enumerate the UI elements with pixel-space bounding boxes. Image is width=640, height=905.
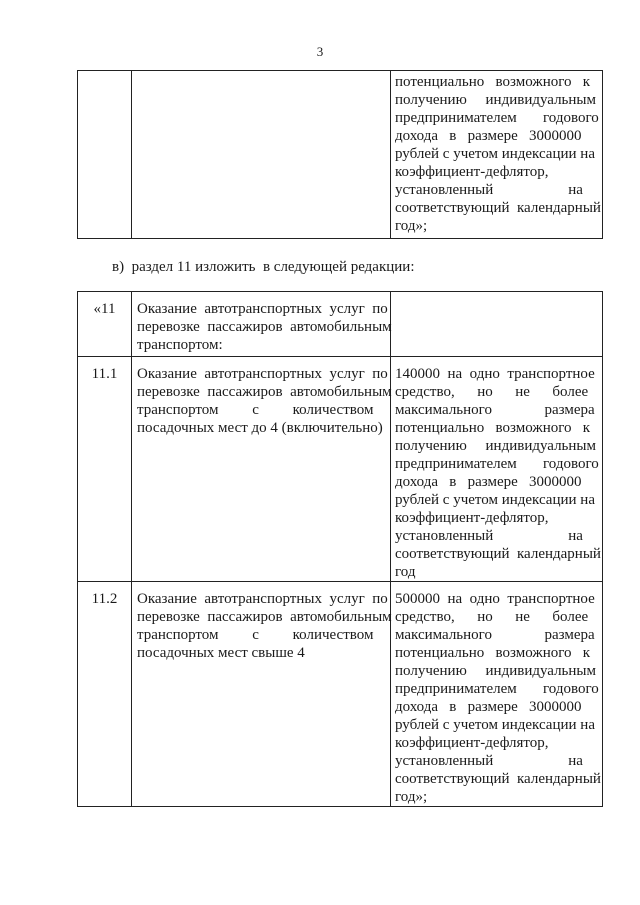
text-line: перевозке пассажиров автомобильным <box>137 384 392 400</box>
text-line: Оказание автотранспортных услуг по <box>137 591 388 607</box>
text-line: предпринимателем годового <box>395 110 599 126</box>
text-line: рублей с учетом индексации на <box>395 146 595 162</box>
text-line: транспортом: <box>137 337 223 353</box>
service-description-text <box>137 300 392 354</box>
text-line: соответствующий календарный <box>395 771 601 787</box>
text-line: посадочных мест до 4 (включительно) <box>137 420 383 436</box>
text-line: максимального размера <box>395 402 595 418</box>
table-row-section-11 <box>78 292 603 357</box>
table-row-11-1 <box>78 357 603 582</box>
text-line: год»; <box>395 218 428 234</box>
row-number-cell <box>78 582 132 807</box>
text-line: дохода в размере 3000000 <box>395 128 582 144</box>
section-11-table <box>77 291 603 807</box>
table-row <box>78 71 603 239</box>
row-number: 11.1 <box>91 366 118 382</box>
text-line: потенциально возможного к <box>395 420 591 436</box>
tax-rate-text <box>395 590 599 806</box>
row-number-cell <box>78 357 132 582</box>
text-line: посадочных мест свыше 4 <box>137 645 305 661</box>
tax-rate-cell <box>391 357 603 582</box>
text-line: год <box>395 564 416 580</box>
text-line: соответствующий календарный <box>395 200 601 216</box>
tax-rate-cell <box>391 71 603 239</box>
table-row-11-2 <box>78 582 603 807</box>
rates-table-continuation <box>77 70 603 239</box>
text-line: средство, но не более <box>395 609 589 625</box>
text-line: соответствующий календарный <box>395 546 601 562</box>
text-line: транспортом с количеством <box>137 627 374 643</box>
service-description-cell <box>132 71 391 239</box>
text-line: максимального размера <box>395 627 595 643</box>
text-line: получению индивидуальным <box>395 438 596 454</box>
tax-rate-text <box>395 365 599 581</box>
row-number-cell <box>78 292 132 357</box>
text-line: коэффициент-дефлятор, <box>395 510 549 526</box>
text-line: предпринимателем годового <box>395 456 599 472</box>
text-line: 140000 на одно транспортное <box>395 366 595 382</box>
service-description-cell <box>132 292 391 357</box>
text-line: перевозке пассажиров автомобильным <box>137 609 392 625</box>
text-line: рублей с учетом индексации на <box>395 492 595 508</box>
text-line: перевозке пассажиров автомобильным <box>137 319 392 335</box>
service-description-cell <box>132 582 391 807</box>
text-line: 500000 на одно транспортное <box>395 591 595 607</box>
text-line: Оказание автотранспортных услуг по <box>137 301 388 317</box>
text-line: коэффициент-дефлятор, <box>395 164 549 180</box>
text-line: коэффициент-дефлятор, <box>395 735 549 751</box>
text-line: дохода в размере 3000000 <box>395 474 582 490</box>
text-line: потенциально возможного к <box>395 645 591 661</box>
amendment-paragraph: в) раздел 11 изложить в следующей редакции: <box>112 259 415 275</box>
text-line: рублей с учетом индексации на <box>395 717 595 733</box>
service-description-text <box>137 590 392 662</box>
text-line: год»; <box>395 789 428 805</box>
tax-rate-cell <box>391 582 603 807</box>
row-number: 11.2 <box>91 591 118 607</box>
service-description-text <box>137 365 392 437</box>
page-number: 3 <box>316 44 324 59</box>
text-line: установленный на <box>395 528 583 544</box>
text-line: получению индивидуальным <box>395 663 596 679</box>
text-line: потенциально возможного к <box>395 74 591 90</box>
row-number: «11 <box>93 301 116 317</box>
text-line: установленный на <box>395 753 583 769</box>
text-line: установленный на <box>395 182 583 198</box>
text-line: транспортом с количеством <box>137 402 374 418</box>
text-line: средство, но не более <box>395 384 589 400</box>
row-number-cell <box>78 71 132 239</box>
tax-rate-cell <box>391 292 603 357</box>
text-line: Оказание автотранспортных услуг по <box>137 366 388 382</box>
text-line: предпринимателем годового <box>395 681 599 697</box>
text-line: получению индивидуальным <box>395 92 596 108</box>
service-description-cell <box>132 357 391 582</box>
tax-rate-text <box>395 73 599 235</box>
text-line: дохода в размере 3000000 <box>395 699 582 715</box>
